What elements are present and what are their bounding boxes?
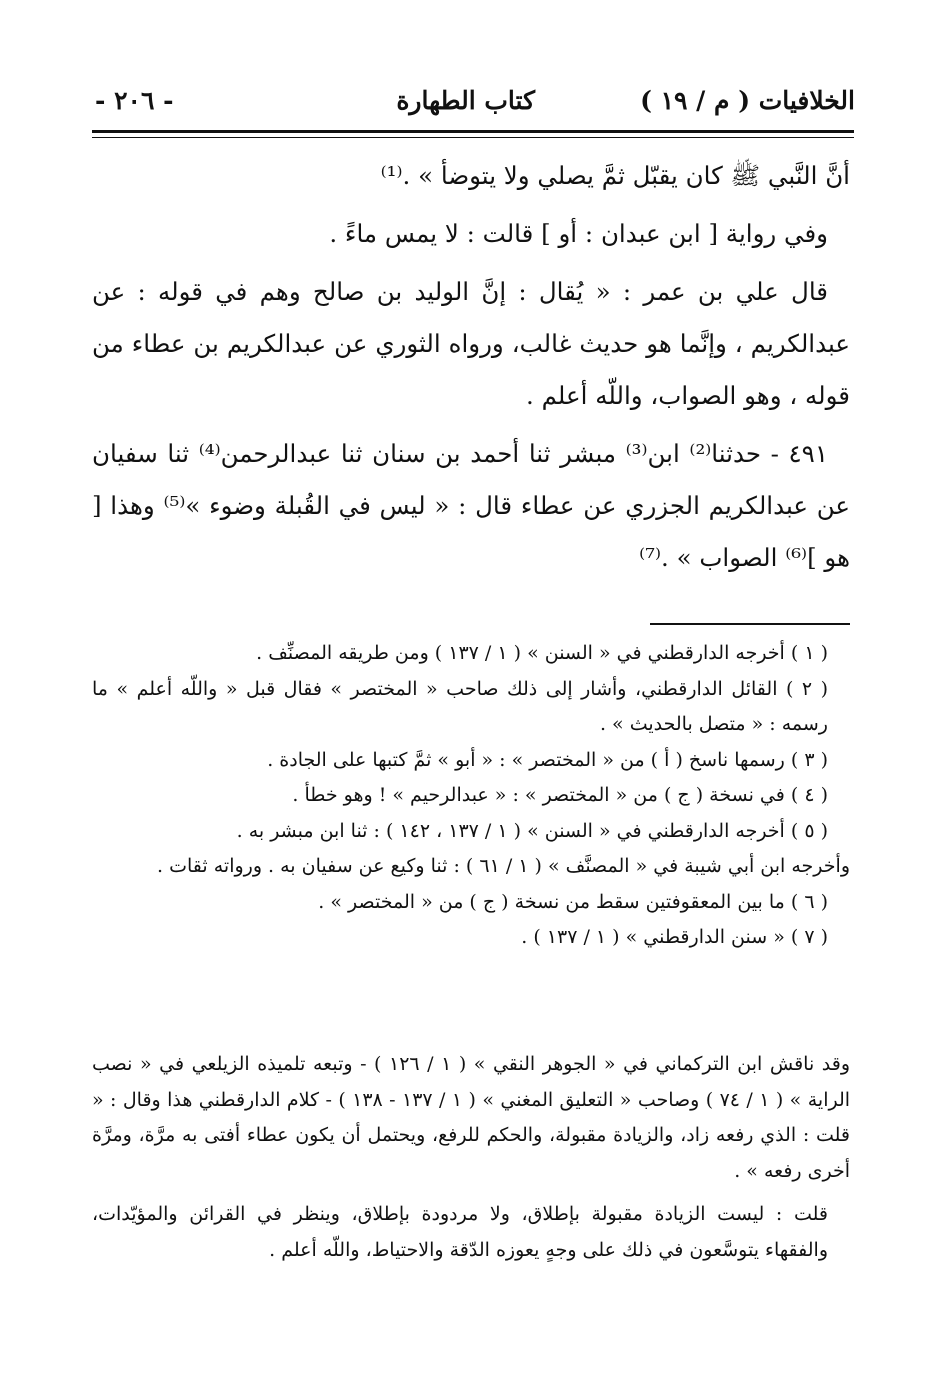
paragraph-1: أنَّ النَّبي ﷺ كان يقبّل ثمَّ يصلي ولا يتوضأ » .⁽¹⁾	[380, 161, 850, 190]
footnote-5: ( ٥ ) أخرجه الدارقطني في « السنن » ( ١ / ١٣٧ ، ١٤٢ ) : ثنا ابن مبشر به .	[236, 819, 828, 842]
note-2: قلت : ليست الزيادة مقبولة بإطلاق، ولا مردودة بإطلاق، وينظر في القرائن والمؤيّدات، والفقهاء يتوسَّعون في ذلك على وجهٍ يعوزه الدّقة والاحتياط، واللّه أعلم .	[92, 1203, 828, 1261]
hadith-491: ٤٩١ - حدثنا⁽²⁾ ابن⁽³⁾ مبشر ثنا أحمد بن سنان ثنا عبدالرحمن⁽⁴⁾ ثنا سفيان عن عبدالكريم الجزري عن عطاء قال : « ليس في القُبلة وضوء »⁽⁵⁾ وهذا [ هو ]⁽⁶⁾ الصواب » .⁽⁷⁾	[92, 439, 850, 572]
book-title: كتاب الطهارة	[396, 86, 535, 115]
footnote-1: ( ١ ) أخرجه الدارقطني في « السنن » ( ١ / ١٣٧ ) ومن طريقه المصنِّف .	[256, 642, 828, 664]
note-1: وقد ناقش ابن التركماني في « الجوهر النقي » ( ١ / ١٢٦ ) - وتبعه تلميذه الزيلعي في « نصب الراية » ( ١ / ٧٤ ) وصاحب « التعليق المغني » ( ١ / ١٣٧ - ١٣٨ ) - كلام الدارقطني هذا وقال : « قلت : الذي رفعه زاد، والزيادة مقبولة، والحكم للرفع، ويحتمل أن يكون عطاء أفتى به مرَّة، ومرَّة أخرى رفعه » .	[92, 1053, 851, 1182]
footnotes	[92, 636, 850, 956]
footnote-5-continued: وأخرجه ابن أبي شيبة في « المصنَّف » ( ١ / ٦١ ) : ثنا وكيع عن سفيان به . ورواته ثقات .	[157, 855, 850, 877]
header-rule-thick	[92, 130, 854, 133]
paragraph-2: وفي رواية [ ابن عبدان : أو ] قالت : لا يمس ماءً .	[329, 219, 828, 248]
editor-notes	[92, 1047, 850, 1268]
paragraph-3: قال علي بن عمر : « يُقال : إنَّ الوليد بن صالح وهم في قوله : عن عبدالكريم ، وإنَّما هو حديث غالب، ورواه الثوري عن عبدالكريم بن عطاء من قوله ، وهو الصواب، واللّه أعلم .	[92, 277, 850, 410]
page-header	[95, 76, 855, 124]
footnote-7: ( ٧ ) « سنن الدارقطني » ( ١ / ١٣٧ ) .	[521, 926, 828, 948]
page-number: - ٢٠٦ -	[95, 86, 174, 115]
footnote-2: ( ٢ ) القائل الدارقطني، وأشار إلى ذلك صاحب « المختصر » فقال قبل « واللّه أعلم » ما رسمه : « متصل بالحديث » .	[92, 677, 828, 735]
footnote-6: ( ٦ ) ما بين المعقوفتين سقط من نسخة ( ج ) من « المختصر » .	[318, 890, 828, 913]
footnote-3: ( ٣ ) رسمها ناسخ ( أ ) من « المختصر » : « أبو » ثمَّ كتبها على الجادة .	[267, 748, 828, 771]
main-text	[92, 150, 850, 584]
header-rule-thin	[92, 137, 854, 138]
section-title: الخلافيات ( م / ١٩ )	[640, 86, 855, 115]
footnote-rule	[650, 623, 850, 625]
footnote-4: ( ٤ ) في نسخة ( ج ) من « المختصر » : « عبدالرحيم » ! وهو خطأ .	[292, 784, 828, 806]
